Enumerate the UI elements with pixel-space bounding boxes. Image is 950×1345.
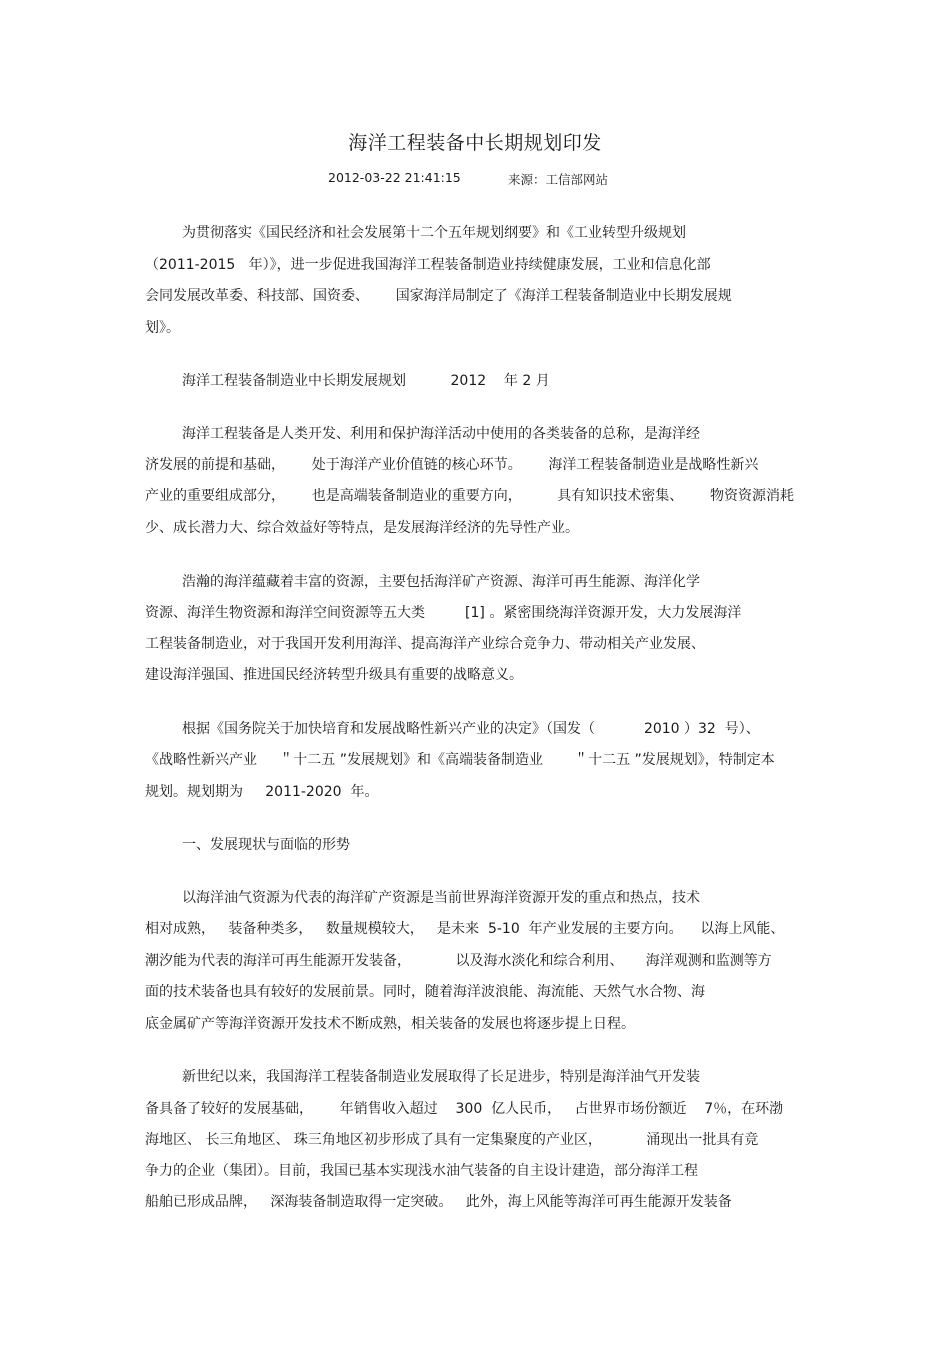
text-line: 规划。规划期为 2011-2020 年。 (145, 784, 379, 800)
article-title: 海洋工程装备中长期规划印发 (348, 132, 602, 154)
text-line: 海洋工程装备是人类开发、利用和保护海洋活动中使用的各类装备的总称，是海洋经 (182, 426, 700, 442)
text-line: 海地区、 长三角地区、 珠三角地区初步形成了具有一定集聚度的产业区， 涌现出一批具有竞 (145, 1132, 759, 1148)
text-line: 产业的重要组成部分， 也是高端装备制造业的重要方向， 具有知识技术密集、 物资资源消耗 (145, 488, 795, 504)
text-line: 少、成长潜力大、综合效益好等特点，是发展海洋经济的先导性产业。 (145, 520, 579, 536)
text-line: 济发展的前提和基础， 处于海洋产业价值链的核心环节。 海洋工程装备制造业是战略性新兴 (145, 457, 759, 473)
text-line: 潮汐能为代表的海洋可再生能源开发装备， 以及海水淡化和综合利用、 海洋观测和监测等方 (145, 953, 772, 969)
text-line: 建设海洋强国、推进国民经济转型升级具有重要的战略意义。 (145, 667, 523, 683)
publish-date: 2012-03-22 21:41:15 (328, 170, 461, 185)
text-line: 面的技术装备也具有较好的发展前景。同时，随着海洋波浪能、海流能、天然气水合物、海 (145, 984, 705, 1000)
text-line: 备具备了较好的发展基础， 年销售收入超过 300 亿人民币， 占世界市场份额近 7％，在环渤 (145, 1101, 784, 1117)
text-line: 会同发展改革委、科技部、国资委、 国家海洋局制定了《海洋工程装备制造业中长期发展规 (145, 288, 732, 304)
text-line: 底金属矿产等海洋资源开发技术不断成熟，相关装备的发展也将逐步提上日程。 (145, 1016, 635, 1032)
text-line: 以海洋油气资源为代表的海洋矿产资源是当前世界海洋资源开发的重点和热点，技术 (182, 890, 700, 906)
text-line: 《战略性新兴产业 ＂十二五 ”发展规划》和《高端装备制造业 ＂十二五 ”发展规划》，特制定本 (145, 752, 775, 768)
text-line: 一、发展现状与面临的形势 (182, 837, 350, 853)
text-line: （2011-2015 年）》，进一步促进我国海洋工程装备制造业持续健康发展，工业和信息化部 (145, 257, 711, 273)
text-line: 资源、海洋生物资源和海洋空间资源等五大类 [1] 。紧密围绕海洋资源开发，大力发展海洋 (145, 605, 742, 621)
text-line: 船舶已形成品牌， 深海装备制造取得一定突破。 此外，海上风能等海洋可再生能源开发装备 (145, 1194, 732, 1210)
article-source: 来源：工信部网站 (508, 172, 609, 187)
text-line: 为贯彻落实《国民经济和社会发展第十二个五年规划纲要》和《工业转型升级规划 (182, 225, 686, 241)
text-line: 海洋工程装备制造业中长期发展规划 2012 年 2 月 (182, 373, 550, 389)
text-line: 相对成熟， 装备种类多， 数量规模较大， 是未来 5-10 年产业发展的主要方向。 以海上风能、 (145, 921, 785, 937)
text-line: 浩瀚的海洋蕴藏着丰富的资源，主要包括海洋矿产资源、海洋可再生能源、海洋化学 (182, 574, 700, 590)
text-line: 划》。 (145, 320, 180, 336)
text-line: 根据《国务院关于加快培育和发展战略性新兴产业的决定》（国发（ 2010 ）32 号）、 (182, 721, 760, 737)
text-line: 新世纪以来，我国海洋工程装备制造业发展取得了长足进步，特别是海洋油气开发装 (182, 1069, 700, 1085)
text-line: 争力的企业（集团）。目前，我国已基本实现浅水油气装备的自主设计建造，部分海洋工程 (145, 1163, 698, 1179)
text-line: 工程装备制造业，对于我国开发利用海洋、提高海洋产业综合竞争力、带动相关产业发展、 (145, 636, 705, 652)
